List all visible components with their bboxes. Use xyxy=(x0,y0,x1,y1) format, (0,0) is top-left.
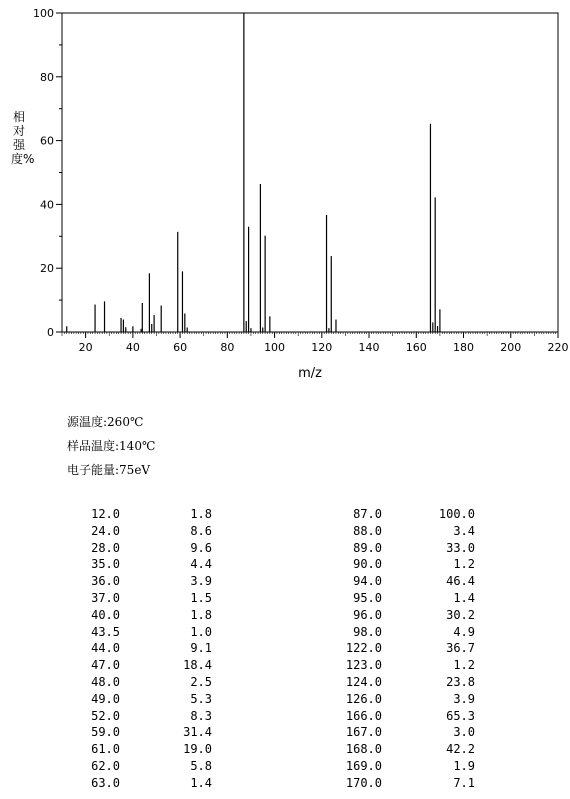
intensity-cell: 3.4 xyxy=(453,523,475,538)
mz-cell: 166.0 xyxy=(345,708,382,723)
mz-cell: 24.0 xyxy=(91,523,120,538)
x-axis-label: m/z xyxy=(298,366,322,381)
intensity-cell: 1.8 xyxy=(190,607,212,622)
table-row xyxy=(82,758,475,775)
intensity-cell: 9.1 xyxy=(190,641,212,656)
x-axis-ticks xyxy=(79,332,569,354)
mz-cell: 168.0 xyxy=(345,742,382,757)
table-row xyxy=(82,674,475,691)
mz-cell: 52.0 xyxy=(91,708,120,723)
x-minor-ticks xyxy=(62,332,558,336)
table-row xyxy=(82,540,475,557)
mz-cell: 37.0 xyxy=(91,590,120,605)
spectrum-bars xyxy=(67,13,440,332)
intensity-cell: 1.0 xyxy=(190,624,212,639)
y-axis-ticks xyxy=(33,7,62,339)
mz-cell: 63.0 xyxy=(91,775,120,790)
intensity-cell: 8.3 xyxy=(190,708,212,723)
sample-temperature: 样品温度:140℃ xyxy=(67,439,156,453)
x-tick-label: 180 xyxy=(453,341,475,354)
intensity-cell: 7.1 xyxy=(453,775,475,790)
intensity-cell: 5.3 xyxy=(190,691,212,706)
mz-cell: 47.0 xyxy=(91,658,120,673)
intensity-cell: 1.8 xyxy=(190,507,212,521)
acquisition-conditions xyxy=(67,410,155,482)
intensity-cell: 9.6 xyxy=(190,540,212,555)
x-tick-label: 60 xyxy=(173,341,188,354)
x-tick-label: 120 xyxy=(311,341,333,354)
intensity-cell: 3.9 xyxy=(453,691,475,706)
table-row xyxy=(82,640,475,657)
mass-spectrum-chart xyxy=(0,0,570,390)
y-tick-label: 0 xyxy=(47,326,54,339)
plot-frame xyxy=(62,13,558,332)
mz-cell: 87.0 xyxy=(353,507,382,521)
intensity-cell: 18.4 xyxy=(183,658,212,673)
mz-cell: 44.0 xyxy=(91,641,120,656)
mz-cell: 169.0 xyxy=(345,758,382,773)
mz-cell: 90.0 xyxy=(353,557,382,572)
x-tick-label: 200 xyxy=(500,341,522,354)
intensity-cell: 23.8 xyxy=(446,674,475,689)
intensity-cell: 1.9 xyxy=(453,758,475,773)
mz-cell: 96.0 xyxy=(353,607,382,622)
intensity-cell: 36.7 xyxy=(446,641,475,656)
x-tick-label: 160 xyxy=(405,341,427,354)
mz-cell: 40.0 xyxy=(91,607,120,622)
mz-cell: 123.0 xyxy=(345,658,382,673)
mz-cell: 35.0 xyxy=(91,557,120,572)
intensity-cell: 1.4 xyxy=(453,590,475,605)
y-tick-label: 80 xyxy=(40,70,54,84)
table-row xyxy=(82,523,475,540)
intensity-cell: 1.2 xyxy=(453,658,475,673)
x-tick-label: 140 xyxy=(358,341,380,354)
table-row xyxy=(82,775,475,792)
table-row xyxy=(82,624,475,641)
intensity-cell: 4.9 xyxy=(453,624,475,639)
source-temperature: 源温度:260℃ xyxy=(67,415,144,429)
y-axis-label: 相对强度% xyxy=(11,110,35,166)
mz-cell: 89.0 xyxy=(353,540,382,555)
electron-energy: 电子能量:75eV xyxy=(67,463,151,477)
table-row xyxy=(82,691,475,708)
y-tick-label: 20 xyxy=(40,262,54,276)
intensity-cell: 19.0 xyxy=(183,742,212,757)
table-row xyxy=(82,590,475,607)
table-row xyxy=(82,506,475,523)
mz-cell: 12.0 xyxy=(91,507,120,521)
table-row xyxy=(82,708,475,725)
table-row xyxy=(82,556,475,573)
x-tick-label: 40 xyxy=(125,341,140,354)
intensity-cell: 1.4 xyxy=(190,775,212,790)
intensity-cell: 5.8 xyxy=(190,758,212,773)
peak-table xyxy=(82,506,475,792)
intensity-cell: 1.2 xyxy=(453,557,475,572)
x-tick-label: 220 xyxy=(547,341,569,354)
intensity-cell: 42.2 xyxy=(446,742,475,757)
y-tick-label: 60 xyxy=(40,134,54,148)
mz-cell: 48.0 xyxy=(91,674,120,689)
x-tick-label: 100 xyxy=(264,341,286,354)
table-row xyxy=(82,657,475,674)
intensity-cell: 100.0 xyxy=(438,507,475,521)
table-row xyxy=(82,741,475,758)
mz-cell: 49.0 xyxy=(91,691,120,706)
x-tick-label: 20 xyxy=(78,341,93,354)
intensity-cell: 33.0 xyxy=(446,540,475,555)
intensity-cell: 4.4 xyxy=(190,557,212,572)
mz-cell: 88.0 xyxy=(353,523,382,538)
intensity-cell: 3.9 xyxy=(190,574,212,589)
mz-cell: 167.0 xyxy=(345,725,382,740)
mz-cell: 98.0 xyxy=(353,624,382,639)
intensity-cell: 8.6 xyxy=(190,523,212,538)
intensity-cell: 46.4 xyxy=(446,574,475,589)
mz-cell: 59.0 xyxy=(91,725,120,740)
mz-cell: 95.0 xyxy=(353,590,382,605)
x-tick-label: 80 xyxy=(220,341,235,354)
mz-cell: 170.0 xyxy=(345,775,382,790)
intensity-cell: 2.5 xyxy=(190,674,212,689)
intensity-cell: 1.5 xyxy=(190,590,212,605)
intensity-cell: 30.2 xyxy=(446,607,475,622)
table-row xyxy=(82,607,475,624)
mz-cell: 43.5 xyxy=(91,624,120,639)
mz-cell: 28.0 xyxy=(91,540,120,555)
intensity-cell: 3.0 xyxy=(453,725,475,740)
mz-cell: 126.0 xyxy=(345,691,382,706)
mz-cell: 122.0 xyxy=(345,641,382,656)
table-row xyxy=(82,573,475,590)
table-row xyxy=(82,724,475,741)
y-tick-label: 40 xyxy=(40,198,54,212)
mz-cell: 36.0 xyxy=(91,574,120,589)
mz-cell: 61.0 xyxy=(91,742,120,757)
mz-cell: 124.0 xyxy=(345,674,382,689)
mz-cell: 94.0 xyxy=(353,574,382,589)
intensity-cell: 31.4 xyxy=(183,725,212,740)
y-tick-label: 100 xyxy=(33,7,54,20)
mz-cell: 62.0 xyxy=(91,758,120,773)
intensity-cell: 65.3 xyxy=(446,708,475,723)
